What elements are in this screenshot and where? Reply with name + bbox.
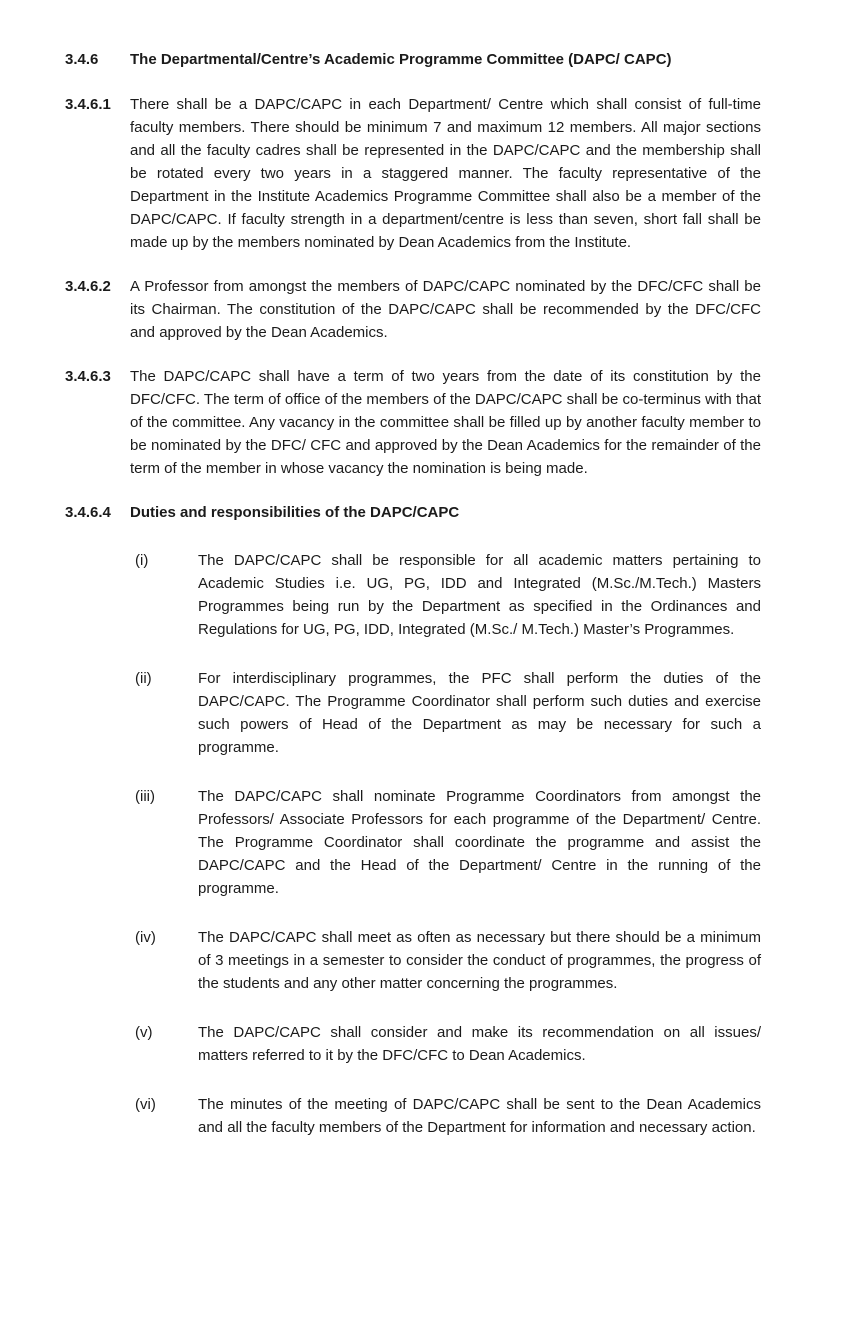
duty-marker: (iii) (135, 788, 155, 805)
paragraph (65, 275, 761, 344)
duty-text: The minutes of the meeting of DAPC/CAPC shall be sent to the Dean Academics and all the faculty members of the Department for information and necessary action. (198, 1096, 761, 1136)
duty-marker: (v) (135, 1024, 153, 1041)
duty-marker: (i) (135, 552, 149, 569)
paragraph (65, 93, 761, 254)
paragraph-number: 3.4.6.1 (65, 96, 111, 113)
duty-text: The DAPC/CAPC shall be responsible for all academic matters pertaining to Academic Studies i.e. UG, PG, IDD and Integrated (M.Sc./M.Tech.) Masters Programmes being run by the Department as specified in the Ordinances and Regulations for UG, PG, IDD, Integrated (M.Sc./ M.Tech.) Master’s Programmes. (198, 552, 761, 638)
paragraph-text: The DAPC/CAPC shall have a term of two years from the date of its constitution by the DFC/CFC. The term of office of the members of the DAPC/CAPC shall be co-terminus with that of the committee. Any vacancy in the committee shall be filled up by another faculty member to be nominated by the DFC/ CFC and approved by the Dean Academics for the remainder of the term of the member in whose vacancy the nomination is being made. (130, 368, 761, 477)
duty-item (65, 549, 761, 641)
paragraph (65, 365, 761, 480)
duty-text: The DAPC/CAPC shall consider and make its recommendation on all issues/ matters referred to it by the DFC/CFC to Dean Academics. (198, 1024, 761, 1064)
duties-heading (65, 501, 761, 524)
duty-item (65, 1093, 761, 1139)
paragraph-number: 3.4.6.3 (65, 368, 111, 385)
paragraph-text: A Professor from amongst the members of DAPC/CAPC nominated by the DFC/CFC shall be its Chairman. The constitution of the DAPC/CAPC shall be recommended by the DFC/CFC and approved by the Dean Academics. (130, 278, 761, 341)
section-number: 3.4.6 (65, 51, 99, 68)
duties-heading-title: Duties and responsibilities of the DAPC/CAPC (130, 504, 460, 521)
duty-text: The DAPC/CAPC shall nominate Programme Coordinators from amongst the Professors/ Associate Professors for each programme of the Department/ Centre. The Programme Coordinator shall coordinate the programme and assist the DAPC/CAPC and the Head of the Department/ Centre in the running of the programme. (198, 788, 761, 897)
paragraph-number: 3.4.6.2 (65, 278, 111, 295)
duty-item (65, 785, 761, 900)
duty-marker: (iv) (135, 929, 156, 946)
section-title: The Departmental/Centre’s Academic Programme Committee (DAPC/ CAPC) (130, 51, 672, 68)
duty-text: For interdisciplinary programmes, the PFC shall perform the duties of the DAPC/CAPC. The Programme Coordinator shall perform such duties and exercise such powers of Head of the Department as may be necessary for such a programme. (198, 670, 761, 756)
duty-marker: (vi) (135, 1096, 156, 1113)
duty-item (65, 667, 761, 759)
duty-text: The DAPC/CAPC shall meet as often as necessary but there should be a minimum of 3 meetings in a semester to consider the conduct of programmes, the progress of the students and any other matter concerning the programmes. (198, 929, 761, 992)
duty-item (65, 926, 761, 995)
section-heading (65, 48, 761, 71)
duty-marker: (ii) (135, 670, 152, 687)
duty-item (65, 1021, 761, 1067)
duties-heading-number: 3.4.6.4 (65, 504, 111, 521)
paragraph-text: There shall be a DAPC/CAPC in each Department/ Centre which shall consist of full-time faculty members. There should be minimum 7 and maximum 12 members. All major sections and all the faculty cadres shall be represented in the DAPC/CAPC and the membership shall be rotated every two years in a staggered manner. The faculty representative of the Department in the Institute Academics Programme Committee shall also be a member of the DAPC/CAPC. If faculty strength in a department/centre is less than seven, short fall shall be made up by the members nominated by Dean Academics from the Institute. (130, 96, 761, 251)
